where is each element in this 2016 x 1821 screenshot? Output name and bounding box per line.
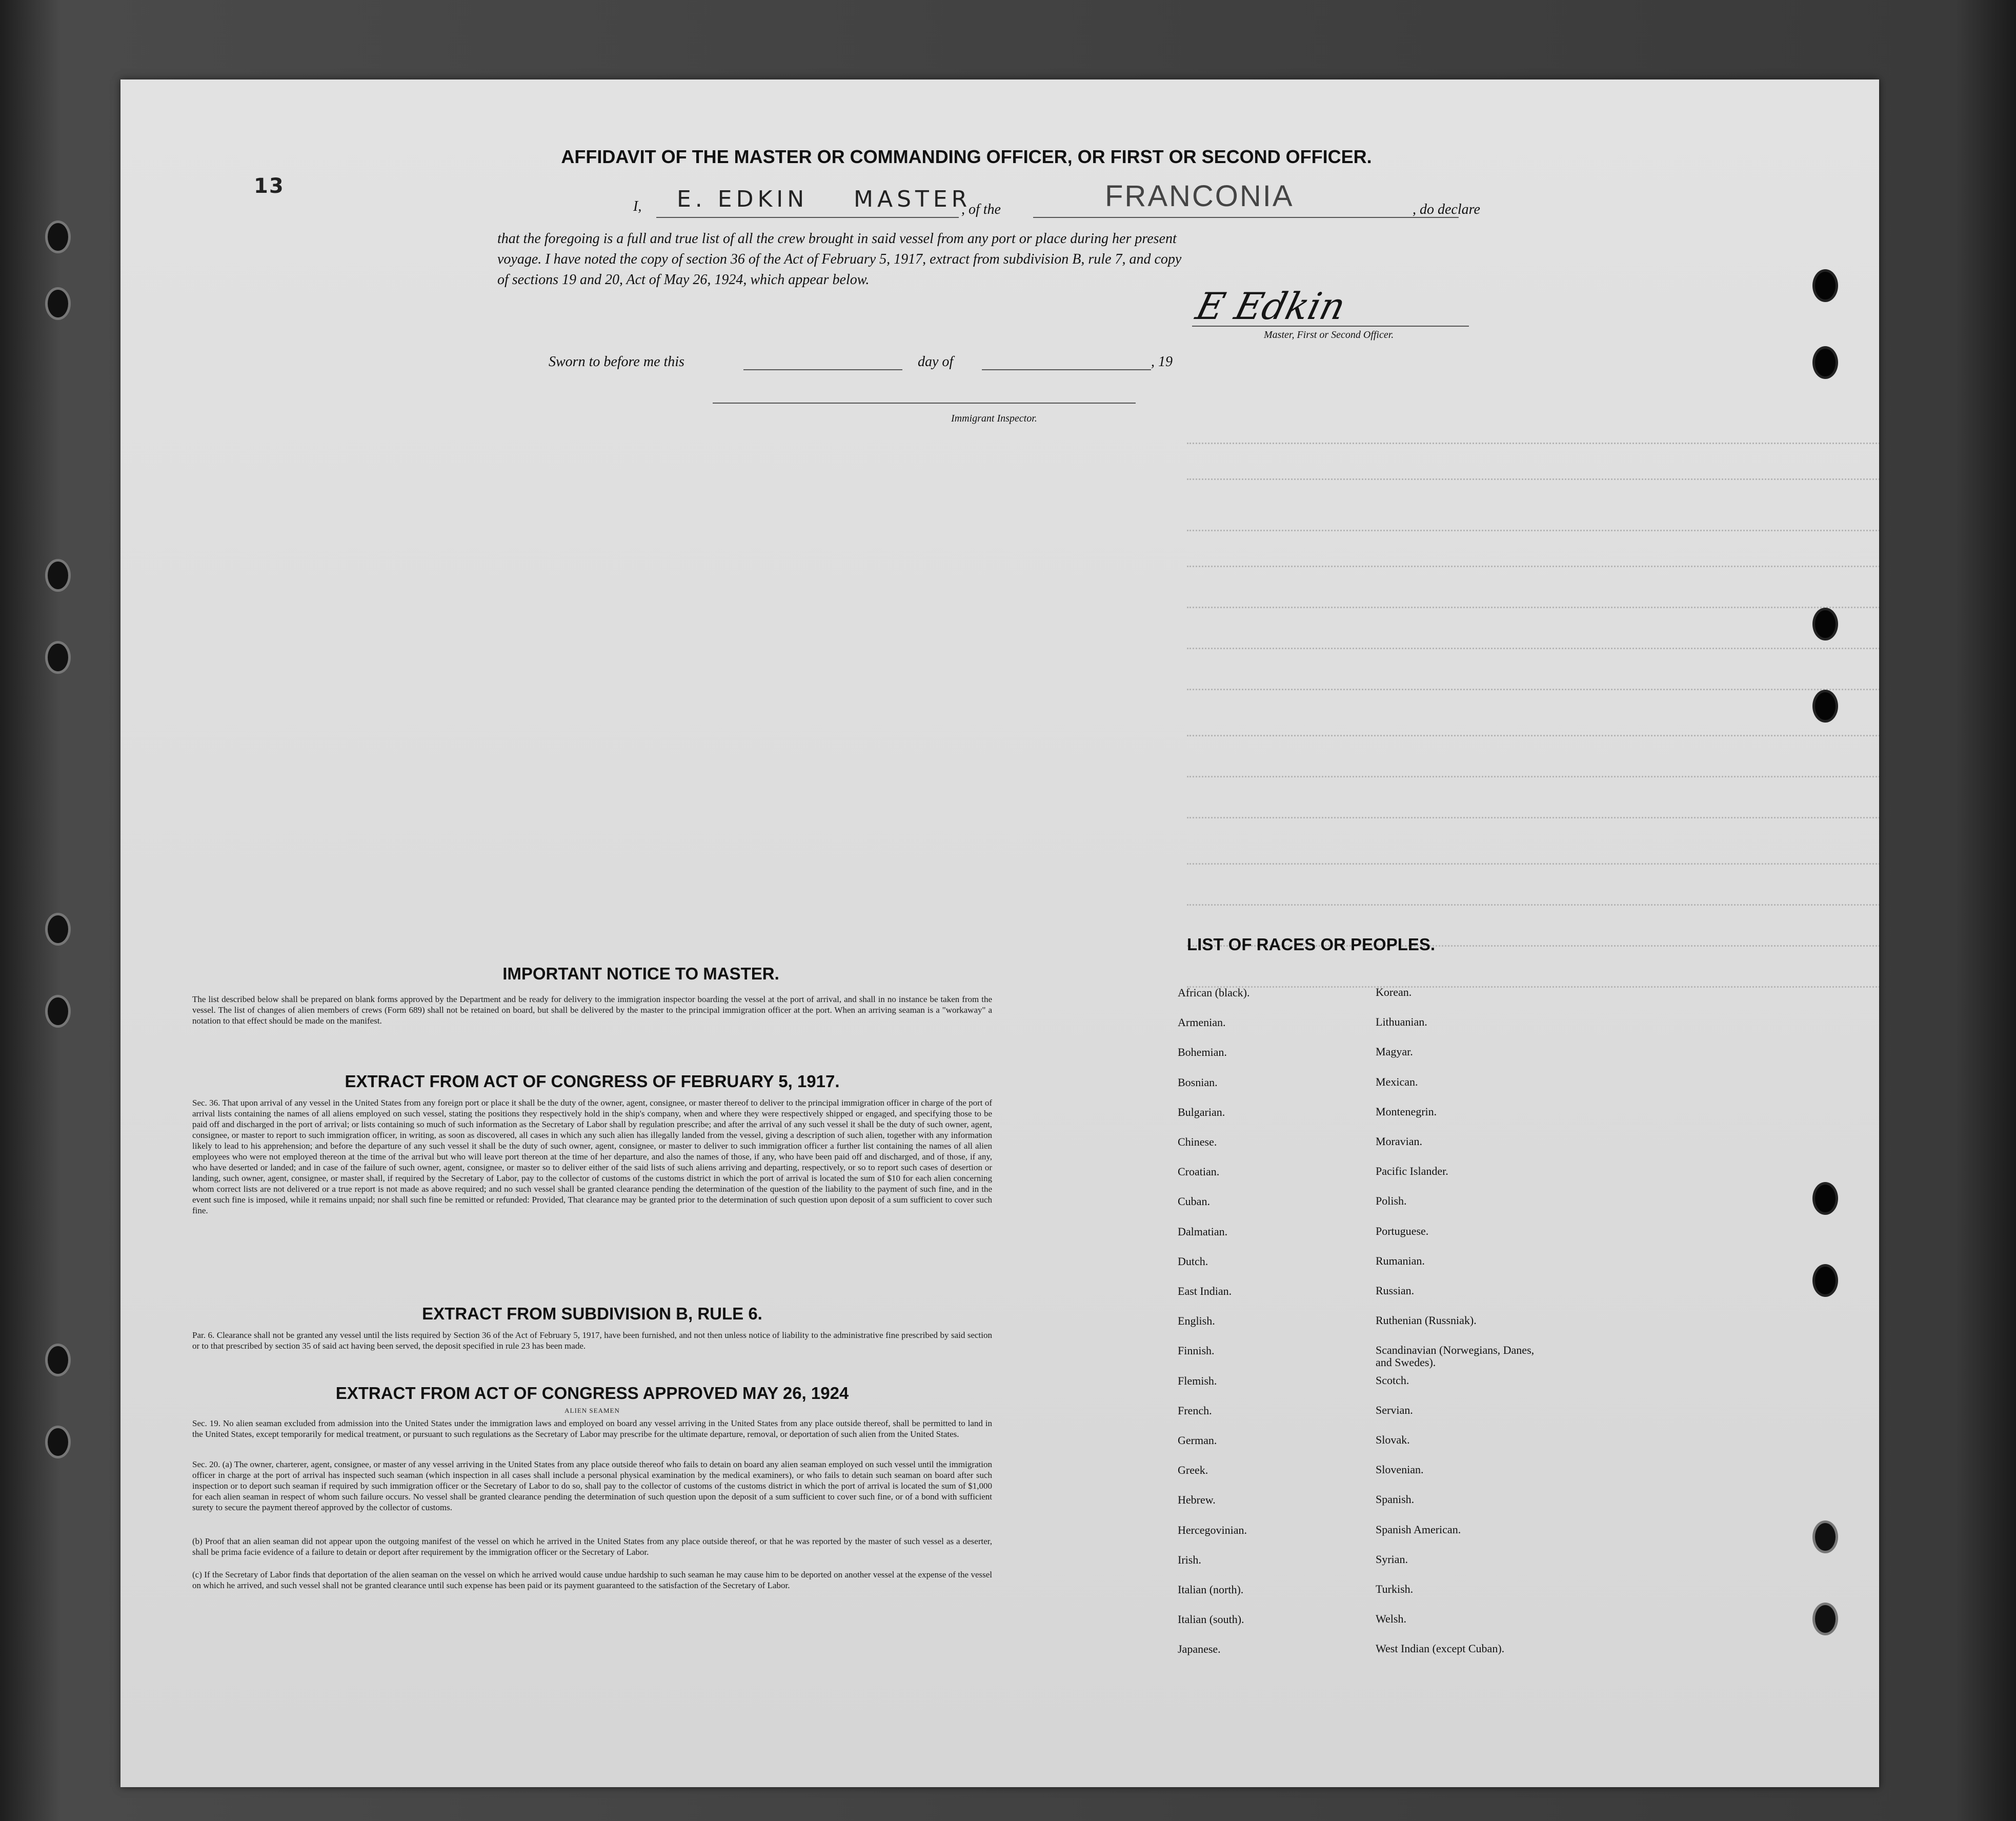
race-item-right: Korean. bbox=[1376, 986, 1412, 998]
race-item-right: Montenegrin. bbox=[1376, 1105, 1437, 1118]
bleed-through-row bbox=[1187, 638, 1879, 649]
page-number: 13 bbox=[254, 174, 285, 198]
race-item-right: Servian. bbox=[1376, 1403, 1413, 1416]
race-item-right: Pacific Islander. bbox=[1376, 1165, 1448, 1178]
notice-body: The list described below shall be prepared on blank forms approved by the Department and be ready for delivery to the immigration inspector boarding the vessel at the port of arrival, and shall in no instance be taken from the vessel. The list of changes of alien members of crews (Form 689) shall not be retained on board, but shall be delivered by the master to the principal immigration officer at the port. When an arriving seaman is a "workaway" a notation to that effect should be made on the manifest. bbox=[192, 994, 992, 1026]
extract-1917-title: EXTRACT FROM ACT OF CONGRESS OF FEBRUARY 5, 1917. bbox=[345, 1072, 840, 1091]
extract-1924-subtitle: ALIEN SEAMEN bbox=[565, 1407, 620, 1414]
race-item-left: Greek. bbox=[1178, 1464, 1208, 1477]
punch-hole-left-1 bbox=[45, 221, 71, 253]
extract-1924-sec20a: Sec. 20. (a) The owner, charterer, agent, consignee, or master of any vessel arriving in the United States from any place outside thereof who fails to detain on board any alien seaman employed on such vessel until the immigration officer in charge at the port of arrival has inspected such seaman (which inspection in all cases shall include a personal physical examination by the medical examiners), or who fails to detain such seaman on board after such inspection or to deport such seaman if required by such immigration officer or the Secretary of Labor to do so, shall pay to the collector of customs of the customs district in which the port of arrival is located the sum of $1,000 for each alien seaman in respect of whom such failure occurs. No vessel shall be granted clearance pending the determination of such question upon the deposit of a sum sufficient to cover such fine, or of a bond with sufficient surety to secure the payment thereof approved by the collector of customs. bbox=[192, 1459, 992, 1512]
race-item-right: Syrian. bbox=[1376, 1552, 1408, 1566]
race-item-right: Turkish. bbox=[1376, 1583, 1414, 1595]
bleed-through-row bbox=[1187, 556, 1879, 567]
do-declare-label: , do declare bbox=[1413, 202, 1480, 217]
punch-hole-left-3 bbox=[45, 559, 71, 592]
race-item-left: Italian (north). bbox=[1178, 1583, 1244, 1596]
race-item-left: Croatian. bbox=[1178, 1165, 1220, 1178]
race-item-left: Hercegovinian. bbox=[1178, 1523, 1247, 1536]
race-item-left: German. bbox=[1178, 1434, 1217, 1447]
races-title: LIST OF RACES OR PEOPLES. bbox=[1187, 935, 1436, 954]
master-name: E. EDKIN bbox=[677, 186, 809, 212]
bleed-through-row bbox=[1187, 854, 1879, 865]
race-item-right: Lithuanian. bbox=[1376, 1015, 1427, 1029]
race-item-left: Flemish. bbox=[1178, 1374, 1217, 1387]
punch-hole-left-4 bbox=[45, 641, 71, 674]
affidavit-line-2: that the foregoing is a full and true list of all the crew brought in said vessel from any port or place during her present bbox=[497, 231, 1177, 247]
punch-hole-left-6 bbox=[45, 995, 71, 1028]
race-item-right: Slovenian. bbox=[1376, 1463, 1424, 1476]
race-item-left: French. bbox=[1178, 1404, 1212, 1417]
punch-hole-left-8 bbox=[45, 1426, 71, 1458]
race-item-left: Japanese. bbox=[1178, 1643, 1221, 1656]
race-item-left: Bosnian. bbox=[1178, 1075, 1218, 1089]
race-item-right: Russian. bbox=[1376, 1284, 1415, 1297]
race-item-right: Scandinavian (Norwegians, Danes, and Swedes). bbox=[1376, 1344, 1535, 1369]
punch-hole-left-7 bbox=[45, 1344, 71, 1376]
extract-rule6-body: Par. 6. Clearance shall not be granted any vessel until the lists required by Section 36 of the Act of February 5, 1917, have been furnished, and not then unless notice of liability to the administrative fine prescribed by said section or to that prescribed by section 35 of said act having been served, the deposit specified in rule 23 has been made. bbox=[192, 1330, 992, 1351]
bleed-through-row bbox=[1187, 597, 1879, 608]
of-the-label: , of the bbox=[961, 202, 1001, 217]
bleed-through-row bbox=[1187, 726, 1879, 736]
race-item-left: Hebrew. bbox=[1178, 1493, 1216, 1507]
race-item-right: Welsh. bbox=[1376, 1612, 1406, 1626]
sworn-label: Sworn to before me this bbox=[549, 354, 684, 370]
bleed-through-row bbox=[1187, 433, 1879, 444]
race-item-right: Spanish. bbox=[1376, 1493, 1415, 1506]
affidavit-line-4: of sections 19 and 20, Act of May 26, 1924, which appear below. bbox=[497, 272, 870, 288]
race-item-left: Armenian. bbox=[1178, 1016, 1226, 1029]
race-item-right: Mexican. bbox=[1376, 1075, 1418, 1088]
master-rank: MASTER bbox=[854, 186, 972, 212]
race-item-right: Ruthenian (Russniak). bbox=[1376, 1314, 1477, 1327]
notice-title: IMPORTANT NOTICE TO MASTER. bbox=[502, 964, 779, 983]
race-item-left: English. bbox=[1178, 1314, 1215, 1328]
punch-hole-right-6 bbox=[1812, 1264, 1838, 1297]
affidavit-i-label: I, bbox=[633, 198, 642, 214]
race-item-right: Rumanian. bbox=[1376, 1254, 1425, 1267]
extract-rule6-title: EXTRACT FROM SUBDIVISION B, RULE 6. bbox=[422, 1304, 762, 1323]
punch-hole-left-5 bbox=[45, 913, 71, 946]
punch-hole-right-5 bbox=[1812, 1182, 1838, 1215]
bleed-through-row bbox=[1187, 895, 1879, 906]
race-item-left: Irish. bbox=[1178, 1553, 1201, 1566]
punch-hole-right-1 bbox=[1812, 269, 1838, 302]
document-sheet bbox=[120, 79, 1879, 1787]
inspector-caption: Immigrant Inspector. bbox=[951, 413, 1037, 424]
extract-1917-body: Sec. 36. That upon arrival of any vessel in the United States from any foreign port or place it shall be the duty of the owner, agent, consignee, or master thereof to deliver to the principal immigration officer in charge of the port of arrival lists containing the names of all aliens employed on such vessel, stating the positions they respectively hold in the ship's company, when and where they were respectively shipped or engaged, and specifying those to be paid off and discharged in the port of arrival; or lists containing so much of such information as the Secretary of Labor shall by regulation prescribe; and after the arrival of any such vessel it shall be the duty of such owner, agent, consignee, or master to report to such immigration officer, in writing, as soon as discovered, all cases in which any such alien has illegally landed from the vessel, giving a description of such alien, together with any information likely to lead to his apprehension; and before the departure of any such vessel it shall be the duty of such owner, agent, consignee, or master to deliver to such immigration officer a further list containing the names of all alien employees who were not employed thereon at the time of the arrival but who will leave port thereon at the time of her departure, and also the names of those, if any, who have been paid off and discharged, and of those, if any, who have deserted or landed; and in case of the failure of such owner, agent, consignee, or master so to deliver either of the said lists of such aliens arriving and departing, respectively, or so to report such cases of desertion or landing, such owner, agent, consignee, or master shall, if required by the Secretary of Labor, pay to the collector of customs of the customs district in which the port of arrival is located the sum of $10 for each alien concerning whom correct lists are not delivered or a true report is not made as above required; and no such vessel shall be granted clearance pending the determination of the question of the liability to the payment of such fine, and in the event such fine is imposed, while it remains unpaid; nor shall such fine be remitted or refunded: Provided, That clearance may be granted prior to the determination of such question upon deposit of a sum sufficient to cover such fine. bbox=[192, 1098, 992, 1215]
vessel-line bbox=[1033, 217, 1459, 218]
punch-hole-right-4 bbox=[1812, 690, 1838, 723]
day-of-label: day of bbox=[918, 354, 954, 370]
race-item-left: Bohemian. bbox=[1178, 1046, 1227, 1059]
affidavit-line-3: voyage. I have noted the copy of section 36 of the Act of February 5, 1917, extract from subdivision B, rule 7, and copy bbox=[497, 251, 1182, 267]
race-item-left: East Indian. bbox=[1178, 1285, 1232, 1297]
race-item-right: Portuguese. bbox=[1376, 1224, 1429, 1237]
signature-caption: Master, First or Second Officer. bbox=[1264, 329, 1394, 341]
race-item-right: Slovak. bbox=[1376, 1433, 1410, 1446]
race-item-left: Dalmatian. bbox=[1178, 1225, 1228, 1238]
race-item-left: Finnish. bbox=[1178, 1344, 1215, 1357]
race-item-right: Polish. bbox=[1376, 1194, 1407, 1208]
vessel-name: FRANCONIA bbox=[1105, 179, 1294, 213]
punch-hole-right-2 bbox=[1812, 346, 1838, 379]
bleed-through-row bbox=[1187, 767, 1879, 777]
signature-line bbox=[1192, 326, 1469, 327]
race-item-left: African (black). bbox=[1178, 986, 1250, 999]
race-item-left: Dutch. bbox=[1178, 1254, 1208, 1268]
race-item-right: Magyar. bbox=[1376, 1045, 1413, 1058]
race-item-right: Scotch. bbox=[1376, 1373, 1409, 1387]
race-item-right: Moravian. bbox=[1376, 1135, 1423, 1148]
race-item-left: Chinese. bbox=[1178, 1135, 1217, 1148]
extract-1924-sec20c: (c) If the Secretary of Labor finds that deportation of the alien seaman on the vessel on which he arrived would cause undue hardship to such seaman he may cause him to be deported on another vessel at the expense of the vessel on which he arrived, and such vessel shall not be granted clearance until such expense has been paid or its payment guaranteed to the satisfaction of the Secretary of Labor. bbox=[192, 1570, 992, 1590]
race-item-right: Spanish American. bbox=[1376, 1523, 1461, 1536]
race-item-left: Italian (south). bbox=[1178, 1613, 1244, 1626]
punch-hole-right-8 bbox=[1812, 1603, 1838, 1635]
punch-hole-right-7 bbox=[1812, 1520, 1838, 1553]
punch-hole-left-2 bbox=[45, 287, 71, 320]
extract-1924-title: EXTRACT FROM ACT OF CONGRESS APPROVED MAY 26, 1924 bbox=[335, 1384, 849, 1403]
extract-1924-sec19: Sec. 19. No alien seaman excluded from admission into the United States under the immigration laws and employed on board any vessel arriving in the United States from any place outside thereof, shall be permitted to land in the United States, except temporarily for medical treatment, or pursuant to such regulations as the Secretary of Labor may prescribe for the ultimate departure, removal, or deportation of such alien from the United States. bbox=[192, 1418, 992, 1439]
race-item-left: Bulgarian. bbox=[1178, 1105, 1225, 1118]
punch-hole-right-3 bbox=[1812, 608, 1838, 641]
name-line bbox=[656, 217, 959, 218]
extract-1924-sec20b: (b) Proof that an alien seaman did not appear upon the outgoing manifest of the vessel on which he arrived in the United States from any place outside thereof, or that he was reported by the master of such vessel as a deserter, shall be prima facie evidence of a failure to detain or deport after requirement by the immigration officer or the Secretary of Labor. bbox=[192, 1536, 992, 1557]
sworn-month-line bbox=[982, 369, 1151, 370]
race-item-left: Cuban. bbox=[1178, 1195, 1210, 1208]
bleed-through-row bbox=[1187, 679, 1879, 690]
race-item-right: West Indian (except Cuban). bbox=[1376, 1642, 1505, 1655]
bleed-through-row bbox=[1187, 521, 1879, 531]
affidavit-title: AFFIDAVIT OF THE MASTER OR COMMANDING OFFICER, OR FIRST OR SECOND OFFICER. bbox=[561, 146, 1372, 167]
bleed-through-row bbox=[1187, 469, 1879, 480]
bleed-through-row bbox=[1187, 808, 1879, 818]
year-label: , 19 bbox=[1151, 354, 1173, 370]
master-signature: E Edkin bbox=[1192, 285, 1350, 328]
inspector-line bbox=[713, 403, 1136, 404]
sworn-day-line bbox=[743, 369, 902, 370]
